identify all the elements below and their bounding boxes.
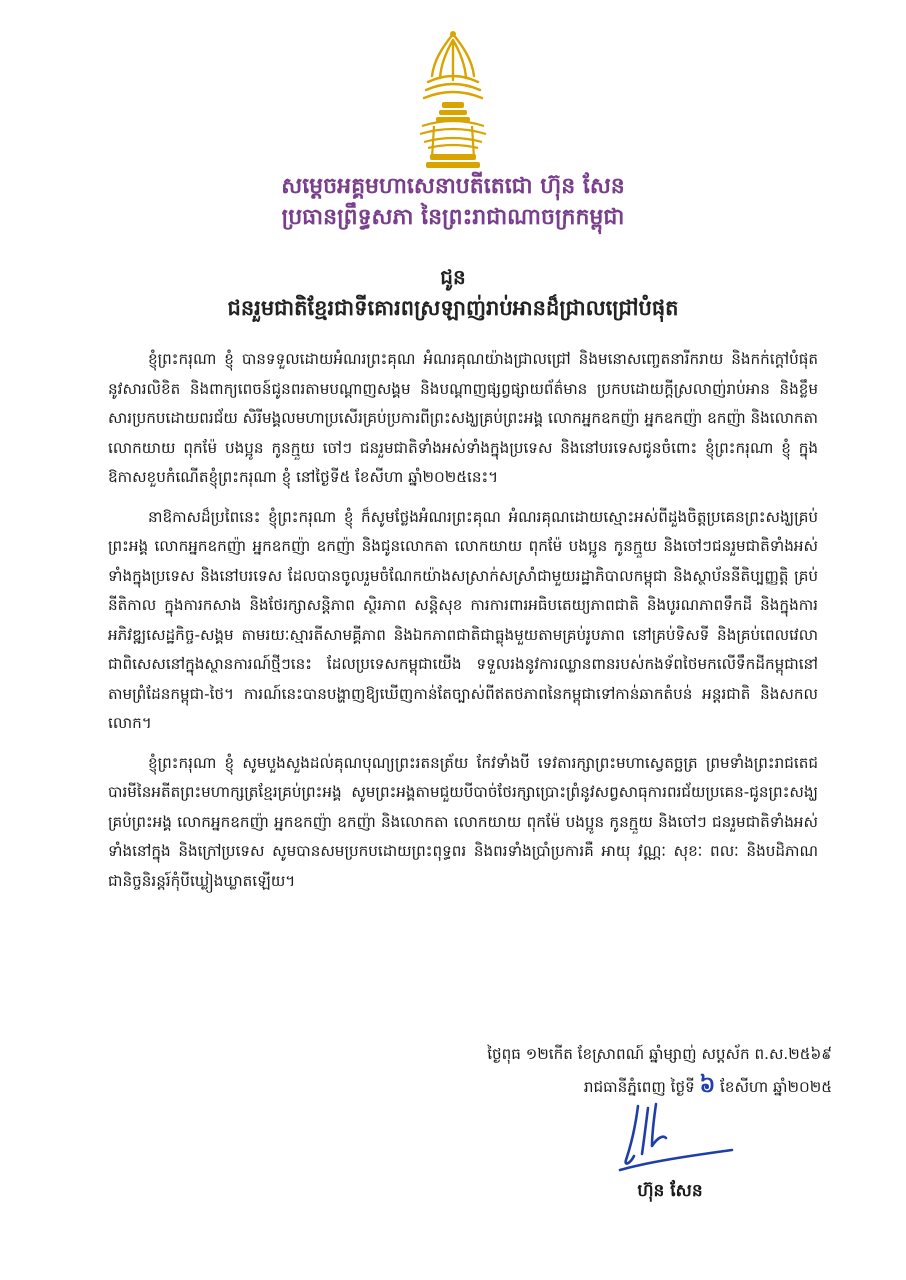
date-month-year: ខែសីហា ឆ្នាំ២០២៥: [720, 1078, 832, 1096]
body-paragraph: ខ្ញុំព្រះករុណា ខ្ញុំ សូមបួងសួងដល់គុណបុណ្យព្រះរតនត្រ័យ កែវទាំងបី ទេវតារក្សាព្រះមហាស្វេតច្ឆត្រ ព្រមទាំងព្រះរាជតេជបារមីនៃអតីតព្រះមហាក្សត្រខ្មែរគ្រប់ព្រះអង្គ សូមព្រះអង្គតាមជួយបីបាច់ថែរក្សាប្រោះព្រំនូវសព្វសាធុការពរជ័យប្រគេន-ជូនព្រះសង្ឃគ្រប់ព្រះអង្គ លោកអ្នកឧកញ៉ា អ្នកឧកញ៉ា ឧកញ៉ា និងលោកតា លោកយាយ ពុកម៉ែ បងប្អូន កូនក្មួយ និងចៅៗ ជនរួមជាតិទាំងអស់ ទាំងនៅក្នុង និងក្រៅប្រទេស សូមបានសមប្រកបដោយព្រះពុទ្ធពរ និងពរទាំងប្រាំប្រការគឺ អាយុ វណ្ណៈ សុខៈ ពលៈ និងបដិភាណ ជានិច្ចនិរន្តរ៍កុំបីឃ្លៀងឃ្លាតឡើយ។: [108, 753, 818, 890]
letter-body: [108, 345, 818, 906]
date-block: [480, 1038, 832, 1103]
handwritten-signature: [608, 1098, 738, 1178]
sender-position: ប្រធានព្រឹទ្ធសភា នៃព្រះរាជាណាចក្រកម្ពុជា: [281, 205, 625, 230]
sender-title: សម្តេចអគ្គមហាសេនាបតីតេជោ ហ៊ុន សែន: [281, 174, 625, 199]
addressee-recipients: ជនរួមជាតិខ្មែរជាទីគោរពស្រឡាញ់រាប់អានដ៏ជ្រាលជ្រៅបំផុត: [227, 296, 679, 320]
addressee-block: [0, 262, 906, 324]
body-paragraph: ខ្ញុំព្រះករុណា ខ្ញុំ បានទទួលដោយអំណរព្រះគុណ អំណរគុណយ៉ាងជ្រាលជ្រៅ និងមនោសញ្ចេតនារីករាយ និងកក់ក្តៅបំផុតនូវសារលិខិត និងពាក្យពេចន៍ជូនពរតាមបណ្តាញសង្គម និងបណ្តាញផ្សព្វផ្សាយព័ត៌មាន ប្រកបដោយក្តីស្រលាញ់រាប់អាន និងខ្លឹមសារប្រកបដោយពរជ័យ សិរីមង្គលមហាប្រសើរគ្រប់ប្រការពីព្រះសង្ឃគ្រប់ព្រះអង្គ លោកអ្នកឧកញ៉ា អ្នកឧកញ៉ា ឧកញ៉ា និងលោកតា លោកយាយ ពុកម៉ែ បងប្អូន កូនក្មួយ ចៅៗ ជនរួមជាតិទាំងអស់ទាំងក្នុងប្រទេស និងនៅបរទេសជូនចំពោះ ខ្ញុំព្រះករុណា ខ្ញុំ ក្នុងឱកាសខួបកំណើតខ្ញុំព្រះករុណា ខ្ញុំ នៅថ្ងៃទី៥ ខែសីហា ឆ្នាំ២០២៥នេះ។: [108, 350, 818, 486]
date-day-handwritten: ៦: [699, 1073, 716, 1098]
lunar-date: ថ្ងៃពុធ ១២កើត ខែស្រាពណ៍ ឆ្នាំម្សាញ់ សប្តស័ក ព.ស.២៥៦៩: [487, 1045, 832, 1063]
signatory-name: ហ៊ុន សែន: [637, 1181, 703, 1201]
sender-block: [0, 172, 906, 234]
body-paragraph: នាឱកាសដ៏ប្រពៃនេះ ខ្ញុំព្រះករុណា ខ្ញុំ ក៏សូមថ្លែងអំណរព្រះគុណ អំណរគុណដោយស្មោះអស់ពីដួងចិត្តប្រគេនព្រះសង្ឃគ្រប់ព្រះអង្គ លោកអ្នកឧកញ៉ា អ្នកឧកញ៉ា ឧកញ៉ា និងជូនលោកតា លោកយាយ ពុកម៉ែ បងប្អូន កូនក្មួយ និងចៅៗជនរួមជាតិទាំងអស់ ទាំងក្នុងប្រទេស និងនៅបរទេស ដែលបានចូលរួមចំណែកយ៉ាងសស្រាក់សស្រាំជាមួយរដ្ឋាភិបាលកម្ពុជា និងស្ថាប័ននីតិប្បញ្ញត្តិ គ្រប់នីតិកាល ក្នុងការកសាង និងថែរក្សាសន្តិភាព ស្ថិរភាព សន្តិសុខ ការការពារអធិបតេយ្យភាពជាតិ និងបូរណភាពទឹកដី និងក្នុងការអភិវឌ្ឍសេដ្ឋកិច្ច-សង្គម តាមរយៈស្មារតីសាមគ្គីភាព និងឯកភាពជាតិជាធ្លុងមួយតាមគ្រប់រូបភាព នៅគ្រប់ទិសទី និងគ្រប់ពេលវេលា ជាពិសេសនៅក្នុងស្ថានការណ៍ថ្មីៗនេះ ដែលប្រទេសកម្ពុជាយើង ទទួលរងនូវការឈ្លានពានរបស់កងទ័ពថៃមកលើទឹកដីកម្ពុជានៅតាមព្រំដែនកម្ពុជា-ថៃ។ ការណ៍នេះបានបង្ហាញឱ្យឃើញកាន់តែច្បាស់ពីឥតថភាពនៃកម្ពុជាទៅកាន់ឆាកតំបន់ អន្តរជាតិ និងសកលលោក។: [108, 507, 818, 732]
addressee-to: ជូន: [440, 265, 466, 289]
date-place-prefix: រាជធានីភ្នំពេញ ថ្ងៃទី: [583, 1078, 695, 1096]
senate-emblem-logo: [412, 30, 494, 170]
